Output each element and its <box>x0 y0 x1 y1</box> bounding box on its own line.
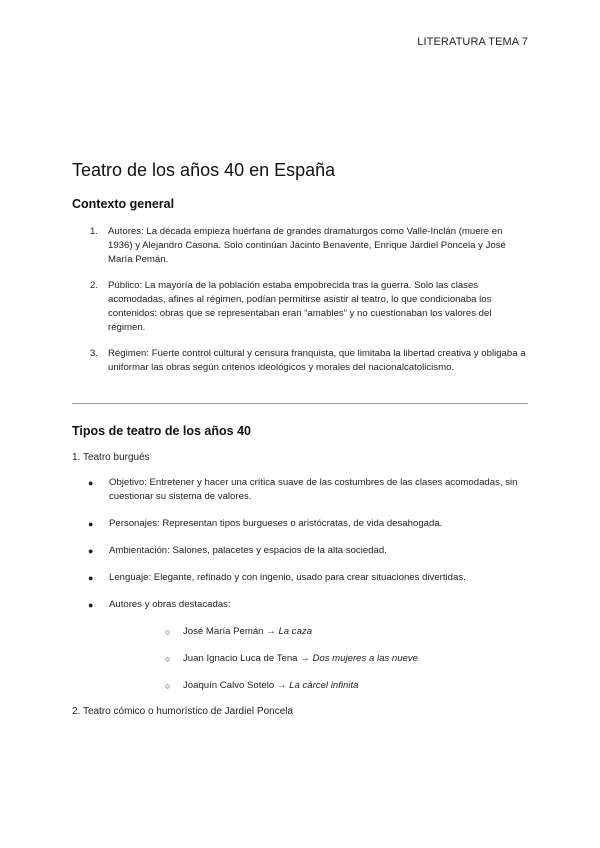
bullet-icon: ● <box>88 573 94 583</box>
bullet-text: Ambientación: Salones, palacetes y espacios de la alta sociedad. <box>109 545 387 556</box>
bullet-icon: ● <box>88 546 94 556</box>
context-item-number: 1. <box>90 226 99 237</box>
bullet-item <box>72 598 528 693</box>
horizontal-divider <box>72 403 528 404</box>
author-name: José María Pemán → <box>183 626 279 637</box>
subsection-teatro-comico: 2. Teatro cómico o humorístico de Jardiel Poncela <box>72 706 294 717</box>
bullet-item <box>72 571 528 585</box>
bullet-item <box>72 544 528 558</box>
bullet-item <box>72 517 528 531</box>
header-label: LITERATURA TEMA 7 <box>417 36 528 48</box>
author-name: Joaquín Calvo Sotelo → <box>183 680 290 691</box>
page-title: Teatro de los años 40 en España <box>72 160 336 180</box>
work-title: La caza <box>278 626 313 637</box>
circle-bullet-icon: ○ <box>165 654 171 664</box>
section-heading-tipos: Tipos de teatro de los años 40 <box>72 424 251 438</box>
context-item-text: Público: La mayoría de la población estaba empobrecida tras la guerra. Solo las clases acomodadas, afines al régimen, podían permitirse asistir al teatro, lo que condicionaba los contenidos: obras que se representaban eran “amables” y no cuestionaban los valores del régimen. <box>108 280 492 333</box>
author-item <box>109 652 528 666</box>
work-title: La cárcel infinita <box>289 680 359 691</box>
context-item-text: Régimen: Fuerte control cultural y censura franquista, que limitaba la libertad creativa y obligaba a uniformar las obras según criterios ideológicos y morales del nacionalcatolicismo. <box>108 348 526 373</box>
context-list <box>72 225 528 375</box>
context-item <box>72 347 528 375</box>
context-item-number: 2. <box>90 280 99 291</box>
bullet-list <box>72 476 528 693</box>
bullet-icon: ● <box>88 519 94 529</box>
author-name: Juan Ignacio Luca de Tena → <box>183 653 313 664</box>
document-body <box>72 160 528 717</box>
author-item <box>109 625 528 639</box>
circle-bullet-icon: ○ <box>165 627 171 637</box>
context-item <box>72 279 528 335</box>
bullet-icon: ● <box>88 478 94 488</box>
bullet-text: Personajes: Representan tipos burgueses o aristócratas, de vida desahogada. <box>109 518 443 529</box>
work-title: Dos mujeres a las nueve <box>312 653 419 664</box>
context-item-text: Autores: La década empieza huérfana de grandes dramaturgos como Valle-Inclán (muere en 1936) y Alejandro Casona. Solo continúan Jacinto Benavente, Enrique Jardiel Poncela y José María Pemán. <box>108 226 506 265</box>
bullet-text: Objetivo: Entretener y hacer una crítica suave de las costumbres de las clases acomodadas, sin cuestionar su sistema de valores. <box>109 477 518 502</box>
context-item-number: 3. <box>90 348 99 359</box>
authors-list <box>109 625 528 693</box>
context-item <box>72 225 528 267</box>
section-heading-contexto: Contexto general <box>72 197 175 211</box>
subsection-teatro-burgues: 1. Teatro burgués <box>72 452 150 463</box>
bullet-text: Lenguaje: Elegante, refinado y con ingenio, usado para crear situaciones divertidas. <box>109 572 466 583</box>
author-item <box>109 679 528 693</box>
bullet-item <box>72 476 528 504</box>
bullet-icon: ● <box>88 600 94 610</box>
bullet-text: Autores y obras destacadas: <box>109 599 231 610</box>
circle-bullet-icon: ○ <box>165 681 171 691</box>
